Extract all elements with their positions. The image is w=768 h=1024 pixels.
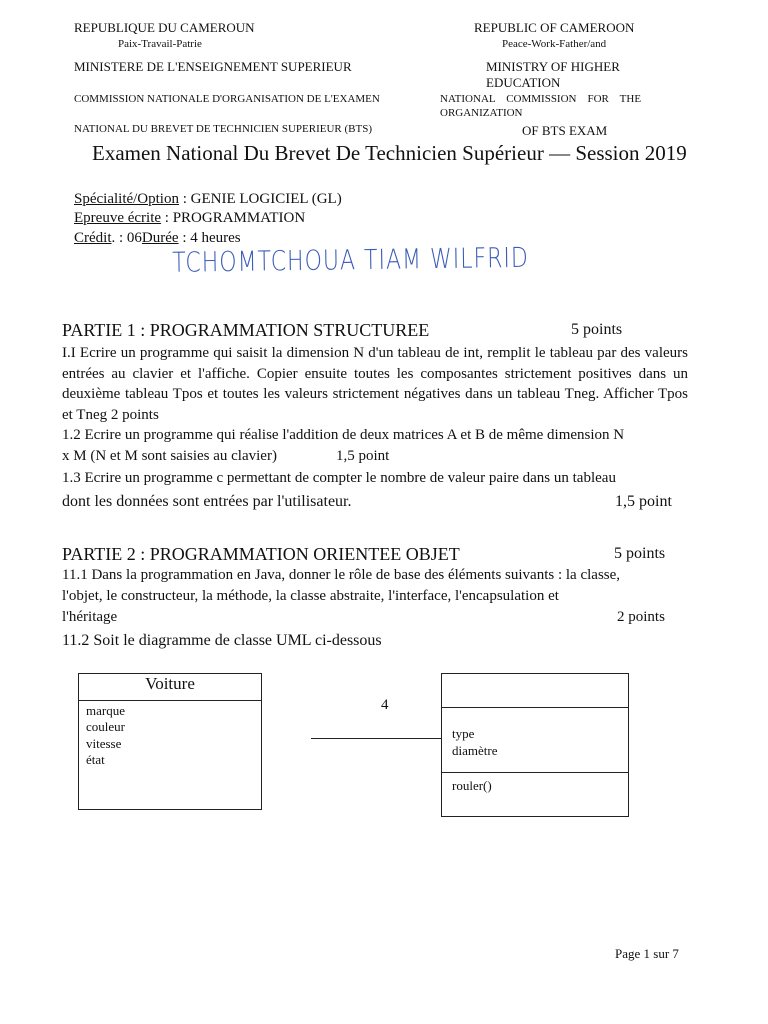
partie2-q1-line1: 11.1 Dans la programmation en Java, donner le rôle de base des éléments suivants : la classe, bbox=[62, 567, 621, 583]
partie2-q1-line3: l'héritage bbox=[62, 609, 118, 625]
uml-class-voiture-divider bbox=[78, 700, 262, 701]
exam-title: Examen National Du Brevet De Technicien Supérieur — Session 2019 bbox=[92, 141, 687, 165]
uml-method-rouler: rouler() bbox=[452, 778, 492, 793]
speciality-line bbox=[74, 191, 342, 208]
partie2-q2: 11.2 Soit le diagramme de classe UML ci-dessous bbox=[62, 632, 382, 649]
duree-value: : 4 heures bbox=[178, 230, 241, 246]
uml-multiplicity: 4 bbox=[381, 697, 389, 713]
duree-label: Durée bbox=[141, 230, 179, 246]
partie1-q2-points: 1,5 point bbox=[336, 448, 390, 464]
country-en: REPUBLIC OF CAMEROON bbox=[474, 20, 635, 35]
credit-line bbox=[74, 230, 241, 247]
commission-fr: COMMISSION NATIONALE D'ORGANISATION DE L'EXAMEN bbox=[74, 93, 380, 105]
partie1-title: PARTIE 1 : PROGRAMMATION STRUCTUREE bbox=[62, 320, 430, 340]
handwritten-student-name: TCHOMTCHOUA TIAM WILFRID bbox=[172, 243, 530, 280]
uml-attr-diametre: diamètre bbox=[452, 743, 498, 758]
partie1-points: 5 points bbox=[571, 321, 623, 338]
epreuve-line bbox=[74, 210, 305, 227]
page-number: Page 1 sur 7 bbox=[615, 946, 679, 961]
partie1-q3-line2: dont les données sont entrées par l'utilisateur. bbox=[62, 493, 352, 510]
partie1-q2-line1: 1.2 Ecrire un programme qui réalise l'addition de deux matrices A et B de même dimension N bbox=[62, 427, 625, 443]
uml-attr-vitesse: vitesse bbox=[86, 736, 122, 751]
exam-en: OF BTS EXAM bbox=[522, 123, 608, 138]
uml-class-roue-divider2 bbox=[441, 772, 629, 773]
country-fr: REPUBLIQUE DU CAMEROUN bbox=[74, 20, 255, 35]
partie1-q2-line2: x M (N et M sont saisies au clavier) bbox=[62, 448, 277, 464]
partie1-q3-points: 1,5 point bbox=[615, 493, 672, 510]
epreuve-value: : PROGRAMMATION bbox=[161, 210, 306, 226]
partie2-title: PARTIE 2 : PROGRAMMATION ORIENTEE OBJET bbox=[62, 544, 460, 564]
uml-attr-type: type bbox=[452, 726, 475, 741]
credit-label: Crédit bbox=[74, 230, 112, 246]
commission-en-line1: NATIONAL COMMISSION FOR THE bbox=[440, 93, 642, 105]
epreuve-label: Epreuve écrite bbox=[74, 210, 162, 226]
motto-en: Peace-Work-Father/and bbox=[502, 38, 607, 50]
uml-attr-etat: état bbox=[86, 752, 105, 767]
credit-value: . : 06 bbox=[111, 230, 142, 246]
commission-en-line2: ORGANIZATION bbox=[440, 107, 523, 119]
exam-fr: NATIONAL DU BREVET DE TECHNICIEN SUPERIEUR (BTS) bbox=[74, 123, 373, 135]
speciality-label: Spécialité/Option bbox=[74, 191, 179, 207]
uml-attr-marque: marque bbox=[86, 703, 125, 718]
ministry-en-line1: MINISTRY OF HIGHER bbox=[486, 59, 620, 74]
partie2-q1-points: 2 points bbox=[617, 609, 665, 625]
partie1-q1: I.I Ecrire un programme qui saisit la dimension N d'un tableau de int, remplit le tableau par des valeurs entrées au clavier et l'affiche. Copier ensuite toutes les composantes strictement positives dans un deuxième tableau Tpos et toutes les valeurs strictement négatives dans un tableau Tneg. Afficher Tpos et Tneg 2 points bbox=[62, 345, 688, 423]
ministry-en-line2: EDUCATION bbox=[486, 75, 561, 90]
partie2-points: 5 points bbox=[614, 545, 666, 562]
uml-association-line bbox=[311, 738, 441, 739]
speciality-value: : GENIE LOGICIEL (GL) bbox=[178, 191, 342, 207]
uml-class-roue-divider1 bbox=[441, 707, 629, 708]
uml-attr-couleur: couleur bbox=[86, 719, 125, 734]
partie1-q3-line1: 1.3 Ecrire un programme c permettant de compter le nombre de valeur paire dans un tableau bbox=[62, 470, 616, 486]
motto-fr: Paix-Travail-Patrie bbox=[118, 38, 202, 50]
ministry-fr: MINISTERE DE L'ENSEIGNEMENT SUPERIEUR bbox=[74, 59, 352, 74]
uml-class-voiture-name: Voiture bbox=[145, 674, 195, 693]
partie2-q1-line2: l'objet, le constructeur, la méthode, la classe abstraite, l'interface, l'encapsulation et bbox=[62, 588, 559, 604]
